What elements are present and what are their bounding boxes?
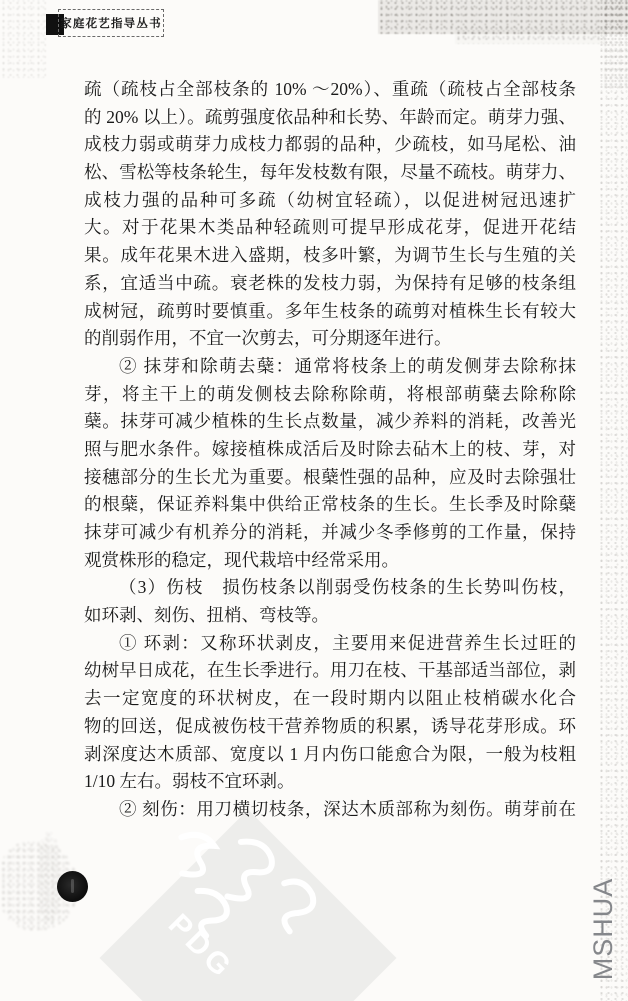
scan-edge-noise-right (598, 0, 628, 1001)
body-text (84, 76, 576, 824)
text-line: ① 环剥：又称环状剥皮，主要用来促进营养生长过旺的 (119, 632, 576, 653)
text-line: 蘖。抹芽可减少植株的生长点数量，减少养料的消耗，改善光 (84, 411, 576, 432)
pdg-watermark-label: PDG (161, 907, 240, 986)
text-line: 的根蘖，保证养料集中供给正常枝条的生长。生长季及时除蘖 (84, 494, 576, 515)
text-line: 芽，将主干上的萌发侧枝去除称除萌，将根部萌蘖去除称除 (84, 383, 576, 404)
text-line: 成枝力弱或萌芽力成枝力都弱的品种，少疏枝，如马尾松、油 (84, 134, 576, 155)
scan-edge-noise-right-top (602, 0, 628, 90)
text-line: 大。对于花果木类品种轻疏则可提早形成花芽，促进开花结 (84, 217, 576, 238)
text-line: 如环剥、刻伤、扭梢、弯枝等。 (84, 605, 329, 626)
scan-streak-bottom-left (38, 832, 60, 924)
scan-noise-top-left (0, 0, 46, 78)
text-line: 去一定宽度的环状树皮，在一段时期内以阻止枝梢碳水化合 (84, 688, 576, 709)
text-line: 抹芽可减少有机养分的消耗，并减少冬季修剪的工作量，保持 (84, 522, 576, 542)
text-line: 物的回送，促成被伤枝干营养物质的积累，诱导花芽形成。环 (84, 715, 576, 736)
text-line: ② 刻伤：用刀横切枝条，深达木质部称为刻伤。萌芽前在 (119, 798, 576, 819)
text-line: 观赏株形的稳定，现代栽培中经常采用。 (84, 549, 399, 570)
side-label-mshua: MSHUA (588, 877, 618, 981)
bleed-through-smudge-top (378, 0, 628, 34)
text-line: 的削弱作用，不宜一次剪去，可分期逐年进行。 (84, 328, 452, 349)
series-title-box (58, 9, 164, 37)
text-line: 的 20% 以上）。疏剪强度依品种和长势、年龄而定。萌芽力强、 (84, 106, 576, 127)
series-title: 家庭花艺指导丛书 (60, 18, 162, 30)
text-line: 系，宜适当中疏。衰老株的发枝力弱，为保持有足够的枝条组 (84, 272, 576, 293)
text-line: 果。成年花果木进入盛期，枝多叶繁，为调节生长与生殖的关 (84, 245, 576, 266)
text-line: 接穗部分的生长尤为重要。根蘖性强的品种，应及时去除强壮 (84, 466, 576, 487)
text-line: 疏（疏枝占全部枝条的 10% ～20%）、重疏（疏枝占全部枝条 (84, 79, 576, 99)
text-line: 松、雪松等枝条轮生，每年发枝数有限，尽量不疏枝。萌芽力、 (84, 162, 576, 183)
text-line: 1/10 左右。弱枝不宜环剥。 (84, 771, 295, 792)
text-line: 成树冠，疏剪时要慎重。多年生枝条的疏剪对植株生长有较大 (84, 300, 576, 321)
text-line: ② 抹芽和除萌去蘖：通常将枝条上的萌发侧芽去除称抹 (119, 355, 576, 376)
text-line: 照与肥水条件。嫁接植株成活后及时除去砧木上的枝、芽，对 (84, 438, 576, 459)
text-line: （3）伤枝 损伤枝条以削弱受伤枝条的生长势叫伤枝， (119, 577, 576, 598)
text-line: 幼树早日成花，在生长季进行。用刀在枝、干基部适当部位，剥 (84, 660, 576, 681)
text-line: 成枝力强的品种可多疏（幼树宜轻疏），以促进树冠迅速扩 (84, 189, 576, 210)
bleed-through-smudge-top-2 (455, 30, 605, 44)
page-number-badge (57, 871, 88, 902)
text-line: 剥深度达木质部、宽度以 1 月内伤口能愈合为限，一般为枝粗 (84, 743, 576, 764)
